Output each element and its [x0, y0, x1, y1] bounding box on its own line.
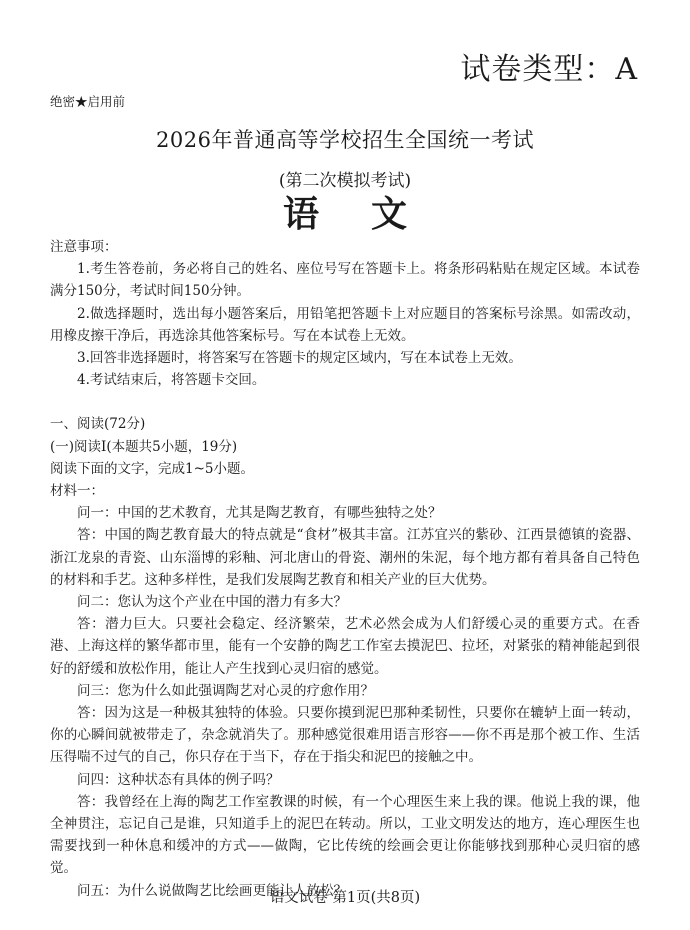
- paper-type-label: 试卷类型：A: [460, 52, 638, 87]
- notes-heading: 注意事项：: [50, 239, 118, 255]
- interview-answer: 答：潜力巨大。只要社会稳定、经济繁荣，艺术必然会成为人们舒缓心灵的重要方式。在香港、上海这样的繁华都市里，能有一个安静的陶艺工作室去摸泥巴、拉坯，对紧张的精神能起到很好的舒缓和放松作用，能让人产生找到心灵归宿的感觉。: [50, 616, 640, 677]
- interview-answer: 答：中国的陶艺教育最大的特点就是“食材”极其丰富。江苏宜兴的紫砂、江西景德镇的瓷器、浙江龙泉的青瓷、山东淄博的彩釉、河北唐山的骨瓷、潮州的朱泥，每个地方都有着具备自己特色的材料和手艺。这种多样性，是我们发展陶艺教育和相关产业的巨大优势。: [50, 527, 640, 588]
- material-label: 材料一：: [50, 483, 104, 500]
- interview-question: 问二：您认为这个产业在中国的潜力有多大？: [77, 594, 347, 611]
- interview-question: 问一：中国的艺术教育，尤其是陶艺教育，有哪些独特之处？: [77, 505, 442, 522]
- confidential-mark: 绝密★启用前: [50, 94, 126, 109]
- subsection-heading: (一)阅读Ⅰ(本题共5小题，19分): [50, 438, 238, 455]
- document-body: [50, 236, 640, 902]
- interview-answer: 答：我曾经在上海的陶艺工作室教课的时候，有一个心理医生来上我的课。他说上我的课，他全神贯注，忘记自己是谁，只知道手上的泥巴在转动。所以，工业文明发达的地方，连心理医生也需要找到一种休息和缓冲的方式——做陶，它比传统的绘画会更让你能够找到那种心灵归宿的感觉。: [50, 793, 640, 877]
- reading-instruction: 阅读下面的文字，完成1~5小题。: [50, 460, 254, 477]
- exam-subtitle: (第二次模拟考试): [278, 171, 412, 191]
- interview-question: 问四：这种状态有具体的例子吗？: [77, 771, 280, 788]
- interview-answer: 答：因为这是一种极其独特的体验。只要你摸到泥巴那种柔韧性，只要你在辘轳上面一转动，你的心瞬间就被带走了，杂念就消失了。那种感觉很难用语言形容——你不再是那个被工作、生活压得喘不过气的自己，你只存在于当下，存在于指尖和泥巴的接触之中。: [50, 705, 640, 766]
- interview-question: 问三：您为什么如此强调陶艺对心灵的疗愈作用？: [77, 682, 374, 699]
- interview-question: 问五：为什么说做陶艺比绘画更能让人放松？: [77, 882, 347, 899]
- spacer: [50, 391, 640, 413]
- note-item: 4.考试结束后，将答题卡交回。: [77, 372, 266, 389]
- note-item: 3.回答非选择题时，将答案写在答题卡的规定区域内，写在本试卷上无效。: [77, 350, 522, 367]
- note-item: 1.考生答卷前，务必将自己的姓名、座位号写在答题卡上。将条形码粘贴在规定区域。本试卷满分150分，考试时间150分钟。: [50, 261, 640, 300]
- exam-title: 2026年普通高等学校招生全国统一考试: [156, 128, 534, 152]
- page-footer: 语文试卷 第1页(共8页): [269, 890, 421, 906]
- subject-title: 语文: [282, 193, 459, 235]
- section-heading: 一、阅读(72分): [50, 416, 146, 433]
- note-item: 2.做选择题时，选出每小题答案后，用铅笔把答题卡上对应题目的答案标号涂黑。如需改动，用橡皮擦干净后，再选涂其他答案标号。写在本试卷上无效。: [50, 305, 640, 344]
